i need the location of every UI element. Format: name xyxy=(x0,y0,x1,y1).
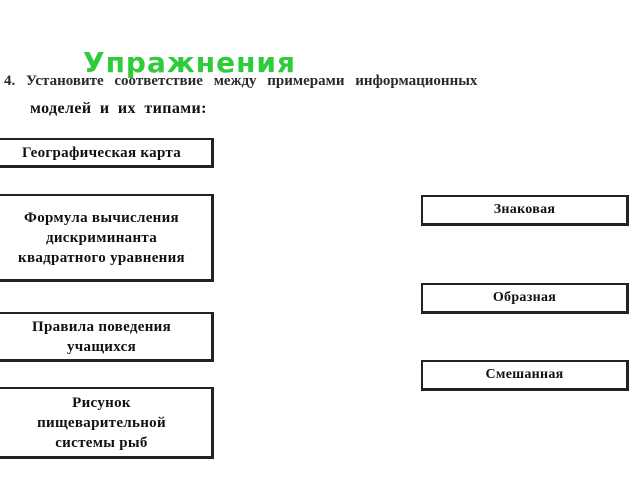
exercise-question: моделей и их типами: xyxy=(30,100,207,117)
model-type-mixed: Смешанная xyxy=(421,360,629,391)
scanned-exercise xyxy=(0,74,640,454)
model-example-rules: Правила поведения учащихся xyxy=(0,312,214,362)
model-type-sign: Знаковая xyxy=(421,195,629,226)
model-example-map: Географическая карта xyxy=(0,138,214,168)
model-example-formula: Формула вычисления дискриминанта квадратного уравнения xyxy=(0,194,214,282)
model-type-image: Образная xyxy=(421,283,629,314)
exercise-cut-line: 4. Установите соответствие между примерами информационных xyxy=(4,73,478,89)
slide-title: Упражнения xyxy=(83,46,297,79)
model-example-drawing: Рисунок пищеварительной системы рыб xyxy=(0,387,214,459)
